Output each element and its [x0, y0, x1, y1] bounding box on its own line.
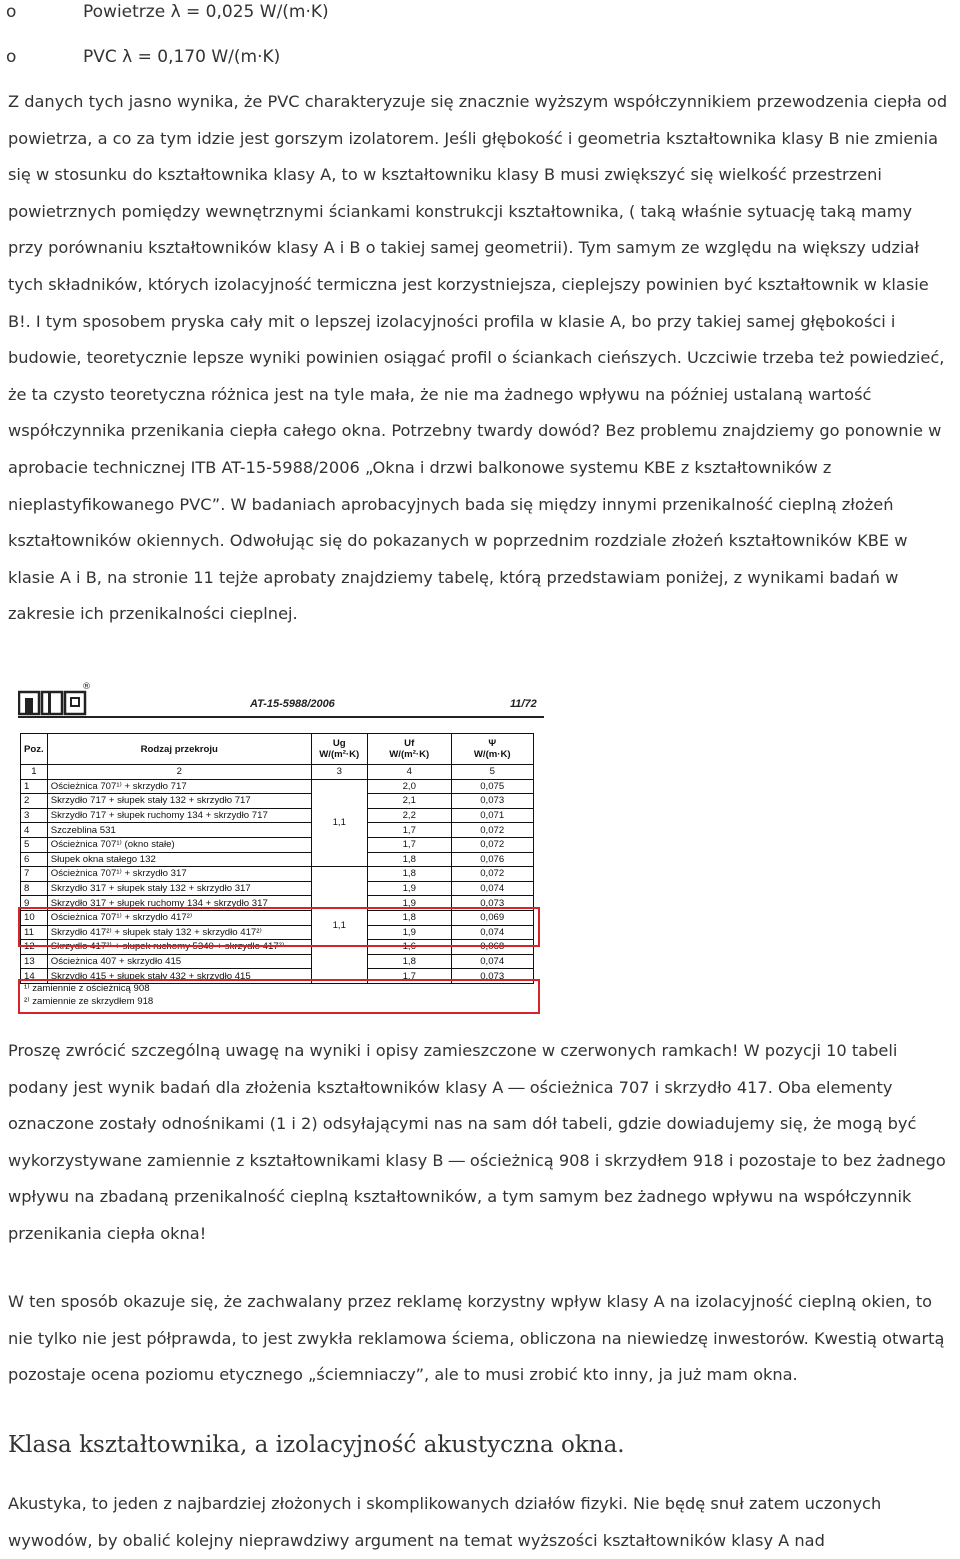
- cell-poz: 2: [21, 794, 48, 809]
- cell-rodzaj: Ościeżnica 707¹⁾ (okno stałe): [47, 837, 311, 852]
- table-row: [21, 837, 534, 852]
- table-header-row: [21, 734, 534, 765]
- cell-psi: 0,074: [451, 925, 533, 940]
- cell-uf: 1,8: [367, 852, 451, 867]
- registered-mark: ®: [82, 682, 91, 692]
- header-uf: Uf W/(m²·K): [367, 734, 451, 765]
- cell-uf: 1,9: [367, 896, 451, 911]
- cell-uf: 1,7: [367, 823, 451, 838]
- table-row: [21, 823, 534, 838]
- col-number: 1: [21, 765, 48, 780]
- cell-uf: 2,1: [367, 794, 451, 809]
- paragraph-acoustics: Akustyka, to jeden z najbardziej złożonych i skomplikowanych działów fizyki. Nie będę snuł zatem uczonych wywodów, by obalić kolejny nieprawdziwy argument na temat wyższości kształtowników klasy A nad: [8, 1494, 882, 1550]
- cell-uf: 1,8: [367, 867, 451, 882]
- col-number: 2: [47, 765, 311, 780]
- col-number: 3: [311, 765, 367, 780]
- cell-uf: 2,0: [367, 779, 451, 794]
- cell-psi: 0,073: [451, 794, 533, 809]
- cell-rodzaj: Skrzydło 415 + słupek stały 432 + skrzydło 415: [47, 969, 311, 984]
- scanned-table-figure: [14, 680, 546, 1010]
- table-row: [21, 779, 534, 794]
- cell-poz: 12: [21, 940, 48, 955]
- cell-rodzaj: Ościeżnica 707¹⁾ + skrzydło 417²⁾: [47, 910, 311, 925]
- paragraph-intro: Z danych tych jasno wynika, że PVC charakteryzuje się znacznie wyższym współczynnikiem przewodzenia ciepła od powietrza, a co za tym idzie jest gorszym izolatorem. Jeśli głębokość i geometria kształtownika klasy B nie zmienia się w stosunku do kształtownika klasy A, to w kształtowniku klasy B musi zwiększyć się wielkość przestrzeni powietrznych pomiędzy wewnętrznymi ściankami konstrukcji kształtownika, ( taką właśnie sytuację taką mamy przy porównaniu kształtowników klasy A i B o takiej samej geometrii). Tym samym ze względu na większy udział tych składników, których izolacyjność termiczna jest korzystniejsza, cieplejszy powinien być kształtownik w klasie B!. I tym sposobem pryska cały mit o lepszej izolacyjności profila w klasie A, bo przy takiej samej głębokości i budowie, teoretycznie lepsze wyniki powinien osiągać profil o ściankach cieńszych. Uczciwie trzeba też powiedzieć, że ta czysto teoretyczna różnica jest na tyle mała, że nie ma żadnego wpływu na później ustalaną wartość współczynnika przenikania ciepła całego okna. Potrzebny twardy dowód? Bez problemu znajdziemy go ponownie w aprobacie technicznej ITB AT-15-5988/2006 „Okna i drzwi balkonowe systemu KBE z kształtowników z nieplastyfikowanego PVC”. W badaniach aprobacyjnych bada się między innymi przenikalność cieplną złożeń kształtowników okiennych. Odwołując się do pokazanych w poprzednim rozdziale złożeń kształtowników KBE w klasie A i B, na stronie 11 tejże aprobaty znajdziemy tabelę, którą przedstawiam poniżej, z wynikami badań w zakresie ich przenikalności cieplnej.: [8, 92, 948, 624]
- table-row: [21, 794, 534, 809]
- header-rodzaj: Rodzaj przekroju: [47, 734, 311, 765]
- header-poz: Poz.: [21, 734, 48, 765]
- cell-uf: 1,7: [367, 969, 451, 984]
- cell-rodzaj: Skrzydło 717 + słupek ruchomy 134 + skrzydło 717: [47, 808, 311, 823]
- cell-rodzaj: Skrzydło 317 + słupek ruchomy 134 + skrzydło 317: [47, 896, 311, 911]
- header-ug: Ug W/(m²·K): [311, 734, 367, 765]
- cell-poz: 11: [21, 925, 48, 940]
- red-highlight-frame-row10: [18, 907, 540, 947]
- cell-poz: 8: [21, 881, 48, 896]
- cell-uf: 1,9: [367, 881, 451, 896]
- paragraph-red-frames: Proszę zwrócić szczególną uwagę na wyniki i opisy zamieszczone w czerwonych ramkach! W pozycji 10 tabeli podany jest wynik badań dla złożenia kształtowników klasy A ― ościeżnica 707 i skrzydło 417. Oba elementy oznaczone zostały odnośnikami (1 i 2) odsyłającymi nas na sam dół tabeli, gdzie dowiadujemy się, że mogą być wykorzystywane zamiennie z kształtownikami klasy B ― ościeżnicą 908 i skrzydłem 918 i pozostaje to bez żadnego wpływu na zbadaną przenikalność cieplną kształtowników, a tym samym bez żadnego wpływu na współczynnik przenikania ciepła okna!: [8, 1041, 946, 1243]
- cell-psi: 0,074: [451, 954, 533, 969]
- cell-uf: 2,2: [367, 808, 451, 823]
- cell-ug: 1,1: [311, 867, 367, 984]
- cell-uf: 1,8: [367, 954, 451, 969]
- header-psi: Ψ W/(m·K): [451, 734, 533, 765]
- cell-rodzaj: Skrzydło 417²⁾ + słupek stały 132 + skrzydło 417²⁾: [47, 925, 311, 940]
- col-number: 5: [451, 765, 533, 780]
- footnote-2: ²⁾ zamiennie ze skrzydłem 918: [24, 996, 154, 1007]
- cell-rodzaj: Skrzydło 717 + słupek stały 132 + skrzydło 717: [47, 794, 311, 809]
- cell-psi: 0,072: [451, 837, 533, 852]
- bullet-marker: o: [6, 2, 17, 22]
- table-row: [21, 808, 534, 823]
- cell-psi: 0,071: [451, 808, 533, 823]
- approval-number: AT-15-5988/2006: [250, 698, 335, 710]
- cell-uf: 1,7: [367, 837, 451, 852]
- section-heading: Klasa kształtownika, a izolacyjność akustyczna okna.: [8, 1432, 625, 1458]
- cell-rodzaj: Szczeblina 531: [47, 823, 311, 838]
- cell-rodzaj: Skrzydło 317 + słupek stały 132 + skrzydło 317: [47, 881, 311, 896]
- cell-uf: 1,6: [367, 940, 451, 955]
- table-footnotes: [24, 982, 153, 1008]
- cell-poz: 10: [21, 910, 48, 925]
- cell-uf: 1,9: [367, 925, 451, 940]
- cell-poz: 6: [21, 852, 48, 867]
- cell-poz: 13: [21, 954, 48, 969]
- cell-poz: 14: [21, 969, 48, 984]
- cell-rodzaj: Ościeżnica 407 + skrzydło 415: [47, 954, 311, 969]
- itb-logo-icon: [18, 688, 88, 718]
- cell-poz: 9: [21, 896, 48, 911]
- cell-psi: 0,072: [451, 867, 533, 882]
- cell-poz: 1: [21, 779, 48, 794]
- table-row: [21, 881, 534, 896]
- cell-rodzaj: Ościeżnica 707¹⁾ + skrzydło 317: [47, 867, 311, 882]
- cell-poz: 4: [21, 823, 48, 838]
- cell-psi: 0,073: [451, 969, 533, 984]
- cell-psi: 0,073: [451, 896, 533, 911]
- cell-psi: 0,068: [451, 940, 533, 955]
- cell-poz: 7: [21, 867, 48, 882]
- table-row: [21, 852, 534, 867]
- cell-ug: 1,1: [311, 779, 367, 867]
- bullet-marker: o: [6, 47, 17, 67]
- cell-psi: 0,072: [451, 823, 533, 838]
- approval-page-number: 11/72: [510, 698, 537, 710]
- col-number: 4: [367, 765, 451, 780]
- cell-psi: 0,069: [451, 910, 533, 925]
- table-row: [21, 954, 534, 969]
- cell-poz: 5: [21, 837, 48, 852]
- paragraph-conclusion: W ten sposób okazuje się, że zachwalany przez reklamę korzystny wpływ klasy A na izolacyjność cieplną okien, to nie tylko nie jest półprawda, to jest zwykła reklamowa ściema, obliczona na niewiedzę inwestorów. Kwestią otwartą pozostaje ocena poziomu etycznego „ściemniaczy”, ale to musi zrobić kto inny, ja już mam okna.: [8, 1292, 945, 1385]
- cell-uf: 1,8: [367, 910, 451, 925]
- table-row: [21, 867, 534, 882]
- cell-psi: 0,076: [451, 852, 533, 867]
- header-rule: [18, 716, 544, 718]
- cell-rodzaj: Skrzydło 417²⁾ + słupek ruchomy 5340 + skrzydło 417²⁾: [47, 940, 311, 955]
- cell-rodzaj: Słupek okna stałego 132: [47, 852, 311, 867]
- cell-psi: 0,075: [451, 779, 533, 794]
- cell-poz: 3: [21, 808, 48, 823]
- bullet-text: PVC λ = 0,170 W/(m·K): [83, 47, 281, 67]
- cell-rodzaj: Ościeżnica 707¹⁾ + skrzydło 717: [47, 779, 311, 794]
- column-number-row: [21, 765, 534, 780]
- footnote-1: ¹⁾ zamiennie z ościeżnicą 908: [24, 983, 150, 994]
- bullet-text: Powietrze λ = 0,025 W/(m·K): [83, 2, 329, 22]
- cell-psi: 0,074: [451, 881, 533, 896]
